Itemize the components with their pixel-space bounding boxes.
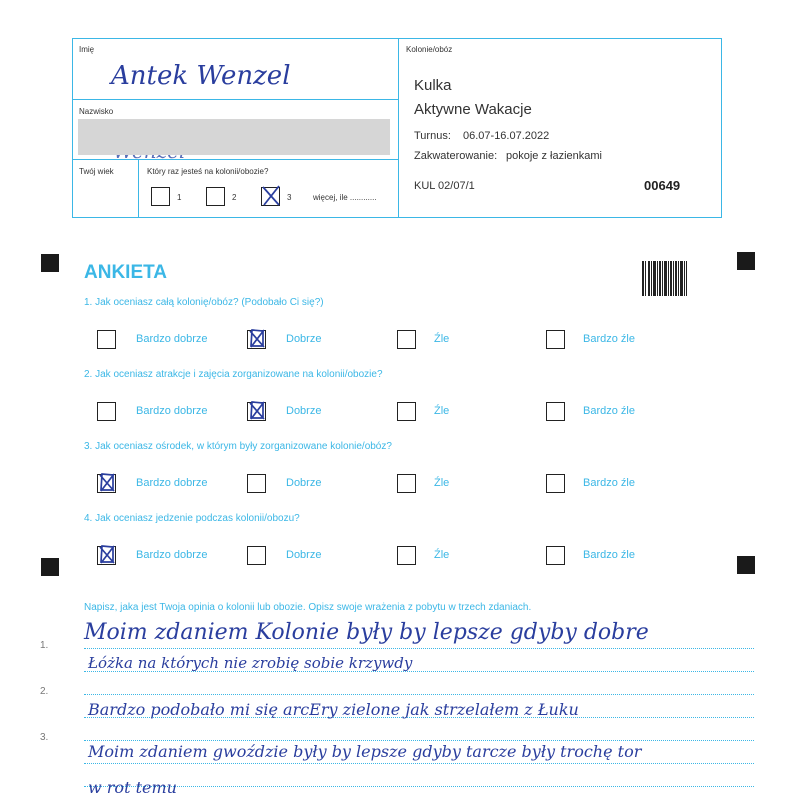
check-mark-icon (260, 184, 282, 208)
answer-checkbox[interactable] (97, 330, 116, 349)
writing-line (84, 740, 754, 741)
handwriting-line-5[interactable]: w rot temu (88, 778, 177, 797)
opinion-prompt: Napisz, jaka jest Twoja opinia o kolonii lub obozie. Opisz swoje wrażenia z pobytu w trzech zdaniach. (84, 602, 532, 613)
header-form (72, 38, 722, 218)
answer-checkbox[interactable] (546, 402, 565, 421)
ktory-raz-option: 1 (177, 193, 182, 202)
ktory-raz-label: Który raz jesteś na kolonii/obozie? (147, 167, 269, 176)
header-divider (138, 159, 139, 217)
check-mark-icon (246, 399, 268, 423)
question-text: 3. Jak oceniasz ośrodek, w którym były zorganizowane kolonie/obóz? (84, 441, 392, 452)
answer-label: Źle (434, 333, 450, 345)
writing-line (84, 763, 754, 764)
turnus-label: Turnus: (414, 130, 451, 142)
answer-checkbox[interactable] (247, 474, 266, 493)
answer-label: Bardzo źle (583, 549, 635, 561)
answer-label: Bardzo źle (583, 333, 635, 345)
header-divider (398, 39, 399, 217)
registration-marker (41, 254, 59, 272)
answer-label: Dobrze (286, 549, 322, 561)
kolonia-program: Aktywne Wakacje (414, 101, 532, 118)
registration-marker (41, 558, 59, 576)
line-number: 2. (40, 686, 49, 697)
answer-label: Bardzo dobrze (136, 333, 208, 345)
kolonia-label: Kolonie/obóz (406, 45, 453, 54)
answer-label: Dobrze (286, 405, 322, 417)
wiek-label: Twój wiek (79, 167, 114, 176)
answer-checkbox[interactable] (97, 402, 116, 421)
check-mark-icon (96, 471, 118, 495)
answer-label: Bardzo dobrze (136, 477, 208, 489)
imie-label: Imię (79, 45, 95, 54)
ktory-raz-option: 3 (287, 193, 292, 202)
handwriting-line-2[interactable]: Łóżka na których nie zrobię sobie krzywdy (88, 654, 413, 672)
question-text: 2. Jak oceniasz atrakcje i zajęcia zorganizowane na kolonii/obozie? (84, 369, 383, 380)
handwriting-line-3[interactable]: Bardzo podobało mi się arcEry zielone jak strzelałem z Łuku (88, 700, 579, 719)
ktory-raz-checkbox-3[interactable] (261, 187, 280, 206)
zakwaterowanie-label: Zakwaterowanie: (414, 150, 498, 162)
answer-label: Dobrze (286, 333, 322, 345)
answer-checkbox[interactable] (397, 330, 416, 349)
answer-checkbox[interactable] (247, 402, 266, 421)
answer-checkbox[interactable] (397, 402, 416, 421)
line-number: 3. (40, 732, 49, 743)
check-mark-icon (96, 543, 118, 567)
writing-line (84, 648, 754, 649)
answer-checkbox[interactable] (397, 546, 416, 565)
writing-line (84, 694, 754, 695)
check-mark-icon (246, 327, 268, 351)
answer-label: Źle (434, 549, 450, 561)
writing-line (84, 786, 754, 787)
header-divider (73, 99, 398, 100)
nazwisko-label: Nazwisko (79, 107, 114, 116)
answer-label: Bardzo źle (583, 477, 635, 489)
ktory-raz-option: 2 (232, 193, 237, 202)
answer-label: Źle (434, 477, 450, 489)
answer-checkbox[interactable] (97, 546, 116, 565)
barcode-icon (642, 261, 687, 296)
line-number: 1. (40, 640, 49, 651)
answer-checkbox[interactable] (397, 474, 416, 493)
answer-checkbox[interactable] (247, 330, 266, 349)
turnus-value: 06.07-16.07.2022 (463, 130, 550, 142)
handwriting-line-1[interactable]: Moim zdaniem Kolonie były by lepsze gdyby dobre (84, 620, 649, 645)
redaction-block (78, 119, 390, 155)
answer-label: Bardzo źle (583, 405, 635, 417)
answer-checkbox[interactable] (247, 546, 266, 565)
answer-checkbox[interactable] (97, 474, 116, 493)
question-text: 1. Jak oceniasz całą kolonię/obóz? (Podobało Ci się?) (84, 297, 324, 308)
form-number: 00649 (644, 178, 681, 193)
kolonia-name: Kulka (414, 77, 452, 94)
question-text: 4. Jak oceniasz jedzenie podczas kolonii/obozu? (84, 513, 300, 524)
ktory-raz-checkbox-1[interactable] (151, 187, 170, 206)
answer-label: Źle (434, 405, 450, 417)
zakwaterowanie-value: pokoje z łazienkami (506, 150, 602, 162)
survey-title: ANKIETA (84, 262, 168, 283)
registration-marker (737, 252, 755, 270)
handwriting-line-4[interactable]: Moim zdaniem gwoździe były by lepsze gdyby tarcze były trochę tor (88, 742, 642, 761)
answer-label: Dobrze (286, 477, 322, 489)
registration-marker (737, 556, 755, 574)
ktory-raz-checkbox-2[interactable] (206, 187, 225, 206)
answer-label: Bardzo dobrze (136, 405, 208, 417)
kolonia-code: KUL 02/07/1 (414, 180, 475, 192)
answer-checkbox[interactable] (546, 330, 565, 349)
answer-checkbox[interactable] (546, 546, 565, 565)
ktory-raz-option-wiecej: więcej, ile ............ (313, 193, 377, 202)
answer-checkbox[interactable] (546, 474, 565, 493)
answer-label: Bardzo dobrze (136, 549, 208, 561)
imie-value[interactable]: Antek Wenzel (111, 61, 291, 91)
